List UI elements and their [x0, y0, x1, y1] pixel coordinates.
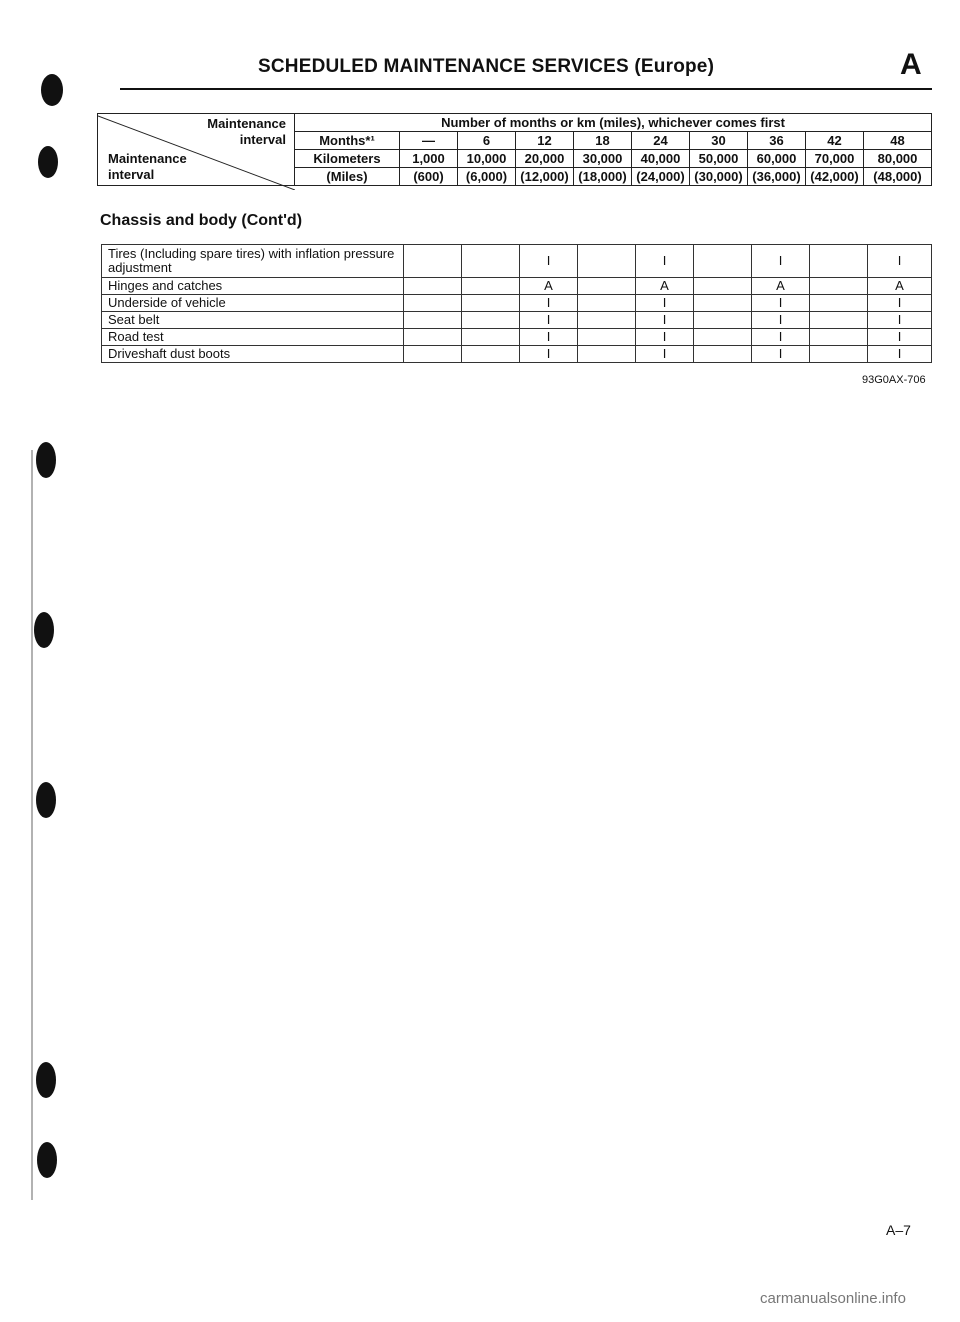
header-cell: 50,000 [690, 150, 748, 168]
table-row [102, 346, 932, 363]
corner-bottom-line-2: interval [108, 167, 155, 182]
item-mark: I [868, 329, 932, 346]
item-mark [578, 295, 636, 312]
item-mark: I [752, 295, 810, 312]
item-mark [694, 329, 752, 346]
corner-bottom-line-1: Maintenance [108, 151, 187, 166]
header-cell: (30,000) [690, 168, 748, 186]
item-mark [404, 295, 462, 312]
header-cell: 80,000 [864, 150, 932, 168]
item-name: Tires (Including spare tires) with inflation pressure adjustment [102, 245, 404, 278]
item-mark: I [636, 312, 694, 329]
page-title: SCHEDULED MAINTENANCE SERVICES (Europe) [258, 56, 715, 77]
item-name: Driveshaft dust boots [102, 346, 404, 363]
item-mark [462, 278, 520, 295]
header-cell: (36,000) [748, 168, 806, 186]
item-mark [462, 295, 520, 312]
table-row [102, 329, 932, 346]
interval-span-title: Number of months or km (miles), whichever comes first [295, 114, 932, 132]
item-mark [810, 346, 868, 363]
header-cell: (6,000) [458, 168, 516, 186]
item-name: Road test [102, 329, 404, 346]
item-mark: A [520, 278, 578, 295]
header-cell: 6 [458, 132, 516, 150]
item-mark: A [636, 278, 694, 295]
item-mark [694, 278, 752, 295]
item-mark [810, 312, 868, 329]
header-cell: — [400, 132, 458, 150]
item-mark: I [752, 329, 810, 346]
section-letter: A [900, 48, 922, 81]
item-mark [810, 329, 868, 346]
binder-hole [36, 442, 56, 478]
item-mark: I [520, 245, 578, 278]
page-number: A–7 [886, 1222, 911, 1238]
binder-hole [37, 1142, 57, 1178]
item-mark: I [636, 329, 694, 346]
item-mark: I [868, 312, 932, 329]
header-row-label: Months*¹ [295, 132, 400, 150]
item-mark [694, 346, 752, 363]
item-mark [578, 329, 636, 346]
item-mark [404, 278, 462, 295]
header-cell: 20,000 [516, 150, 574, 168]
binder-hole [38, 146, 58, 178]
header-corner-cell [98, 114, 295, 186]
item-mark [694, 245, 752, 278]
item-mark [694, 295, 752, 312]
table-row [102, 245, 932, 278]
header-cell: 10,000 [458, 150, 516, 168]
header-cell: 48 [864, 132, 932, 150]
item-mark: I [868, 346, 932, 363]
corner-top-line-1: Maintenance [207, 116, 286, 131]
item-mark: I [520, 312, 578, 329]
item-mark: I [752, 312, 810, 329]
item-mark: I [636, 295, 694, 312]
item-mark [578, 346, 636, 363]
header-cell: (12,000) [516, 168, 574, 186]
item-mark: A [752, 278, 810, 295]
corner-bottom-label [108, 151, 187, 183]
header-cell: 12 [516, 132, 574, 150]
header-cell: (48,000) [864, 168, 932, 186]
header-row-label: (Miles) [295, 168, 400, 186]
header-cell: 1,000 [400, 150, 458, 168]
interval-header-table [97, 113, 932, 186]
item-mark: I [752, 346, 810, 363]
item-mark [694, 312, 752, 329]
item-mark [810, 278, 868, 295]
item-mark [404, 329, 462, 346]
binder-hole [36, 1062, 56, 1098]
item-name: Underside of vehicle [102, 295, 404, 312]
header-cell: 40,000 [632, 150, 690, 168]
header-cell: 60,000 [748, 150, 806, 168]
section-heading: Chassis and body (Cont'd) [100, 212, 303, 229]
item-mark [462, 312, 520, 329]
binder-hole [41, 74, 63, 106]
item-mark: I [636, 346, 694, 363]
header-cell: (18,000) [574, 168, 632, 186]
header-cell: 18 [574, 132, 632, 150]
header-cell: (42,000) [806, 168, 864, 186]
title-rule [120, 88, 932, 90]
item-mark [462, 346, 520, 363]
item-name: Hinges and catches [102, 278, 404, 295]
item-mark [404, 312, 462, 329]
item-mark: I [752, 245, 810, 278]
header-cell: 42 [806, 132, 864, 150]
watermark: carmanualsonline.info [760, 1290, 906, 1307]
header-cell: 30,000 [574, 150, 632, 168]
item-mark: I [520, 346, 578, 363]
binder-hole [34, 612, 54, 648]
item-name: Seat belt [102, 312, 404, 329]
corner-top-label [207, 116, 286, 148]
item-mark [578, 312, 636, 329]
item-mark [404, 346, 462, 363]
item-mark [578, 245, 636, 278]
item-mark [462, 245, 520, 278]
header-row-label: Kilometers [295, 150, 400, 168]
table-row [102, 295, 932, 312]
item-mark [810, 245, 868, 278]
maintenance-items-table [101, 244, 932, 363]
header-cell: 30 [690, 132, 748, 150]
item-mark: I [868, 295, 932, 312]
header-cell: 24 [632, 132, 690, 150]
item-mark [462, 329, 520, 346]
item-mark: I [520, 295, 578, 312]
header-cell: (24,000) [632, 168, 690, 186]
binder-hole [36, 782, 56, 818]
item-mark: I [868, 245, 932, 278]
binder-holes [0, 0, 80, 1322]
item-mark [578, 278, 636, 295]
corner-top-line-2: interval [239, 132, 286, 147]
header-cell: 36 [748, 132, 806, 150]
item-mark: A [868, 278, 932, 295]
item-mark: I [636, 245, 694, 278]
figure-code: 93G0AX-706 [862, 374, 926, 386]
item-mark: I [520, 329, 578, 346]
header-cell: (600) [400, 168, 458, 186]
header-cell: 70,000 [806, 150, 864, 168]
item-mark [404, 245, 462, 278]
item-mark [810, 295, 868, 312]
table-row [102, 312, 932, 329]
table-row [102, 278, 932, 295]
